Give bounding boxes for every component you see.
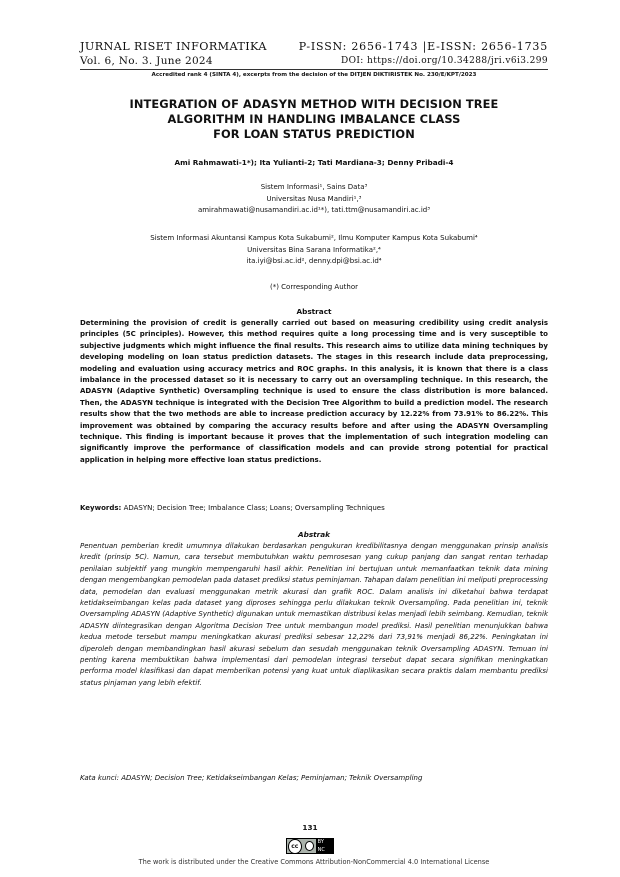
journal-header-left — [80, 40, 267, 68]
abstract-heading: Abstract — [296, 307, 332, 316]
license-type: BY NC — [316, 838, 333, 854]
page-number: 131 — [302, 823, 318, 832]
cc-icon: cc — [288, 839, 302, 854]
title-line: FOR LOAN STATUS PREDICTION — [213, 127, 415, 141]
author-list: Ami Rahmawati-1*); Ita Yulianti-2; Tati Mardiana-3; Denny Pribadi-4 — [174, 158, 454, 167]
keywords-label: Keywords: — [80, 504, 122, 512]
creative-commons-badge[interactable] — [286, 838, 334, 854]
accreditation-note: Accredited rank 4 (SINTA 4), excerpts from the decision of the DITJEN DIKTIRISTEK No. 230/E/KPT/2023 — [151, 72, 477, 78]
license-text: The work is distributed under the Creative Commons Attribution-NonCommercial 4.0 International License — [138, 858, 490, 866]
title-line: ALGORITHM IN HANDLING IMBALANCE CLASS — [167, 112, 461, 126]
affiliation-emails[interactable]: ita.iyi@bsi.ac.id², denny.dpi@bsi.ac.id⁴ — [246, 257, 382, 265]
affiliation-line: Sistem Informasi¹, Sains Data³ — [260, 183, 368, 191]
paper-title — [80, 97, 548, 142]
journal-volume: Vol. 6, No. 3. June 2024 — [80, 55, 213, 67]
corresponding-author-note: (*) Corresponding Author — [269, 283, 358, 291]
affiliation-block-1 — [80, 182, 548, 217]
affiliation-line: Universitas Bina Sarana Informatika²,⁴ — [247, 245, 381, 254]
kata-kunci-label: Kata kunci: — [80, 774, 119, 782]
keywords — [80, 503, 548, 513]
affiliation-line: Sistem Informasi Akuntansi Kampus Kota Sukabumi², Ilmu Komputer Kampus Kota Sukabumi⁴ — [150, 234, 478, 242]
header-divider — [80, 69, 548, 70]
affiliation-block-2 — [80, 233, 548, 268]
affiliation-line: Universitas Nusa Mandiri¹,³ — [266, 194, 362, 203]
journal-name: JURNAL RISET INFORMATIKA — [80, 40, 267, 53]
journal-issn: P-ISSN: 2656-1743 |E-ISSN: 2656-1735 — [298, 40, 548, 53]
attribution-icon — [305, 841, 314, 851]
kata-kunci — [80, 773, 548, 783]
title-line: INTEGRATION OF ADASYN METHOD WITH DECISION TREE — [129, 97, 499, 111]
abstrak-text: Penentuan pemberian kredit umumnya dilakukan berdasarkan pengukuran kredibilitasnya dengan menggunakan prinsip analisis kredit (prinsip 5C). Namun, cara tersebut membutuhkan waktu pemrosesan yang cukup panjang dan sangat rentan terhadap penilaian subjektif yang mungkin mempengaruhi hasil akhir. Penelitian ini bertujuan untuk memanfaatkan teknik data mining dengan mengembangkan pemodelan pada dataset prediksi status peminjaman. Tahapan dalam penelitian ini meliputi preprocessing data, pemodelan dan evaluasi menggunakan metrik akurasi dan grafik ROC. Dalam analisis ini diketahui bahwa terdapat ketidakseimbangan kelas pada dataset yang diproses sehingga perlu dilakukan teknik Oversampling. Pada penelitian ini, teknik Oversampling ADASYN (Adaptive Synthetic) digunakan untuk memastikan distribusi kelas menjadi lebih seimbang. Kemudian, teknik ADASYN diintegrasikan dengan Algoritma Decision Tree untuk membangun model prediksi. Hasil penelitian menunjukkan bahwa kedua metode tersebut mampu meningkatkan akurasi prediksi sebesar 12,22% dari 73,91% menjadi 86,22%. Peningkatan ini diperoleh dengan membandingkan hasil akurasi sebelum dan sesudah menggunakan teknik Oversampling ADASYN. Temuan ini penting karena membuktikan bahwa implementasi dari pemodelan integrasi tersebut dapat secara signifikan meningkatkan performa model klasifikasi dan dapat memberikan potensi yang kuat untuk diaplikasikan secara praktis dalam membantu prediksi status pinjaman yang lebih efektif. — [80, 542, 548, 687]
keywords-value: ADASYN; Decision Tree; Imbalance Class; Loans; Oversampling Techniques — [123, 504, 385, 512]
affiliation-emails[interactable]: amirahmawati@nusamandiri.ac.id¹*), tati.ttm@nusamandiri.ac.id³ — [197, 206, 431, 214]
journal-header-right — [299, 40, 548, 68]
abstract-text: Determining the provision of credit is generally carried out based on measuring credibility using credit analysis principles (5C principles). However, this method requires quite a long processing time and is very susceptible to subjective judgments which might influence the final results. This research aims to utilize data mining techniques by developing modeling on loan status prediction datasets. The stages in this research include data preprocessing, modeling and evaluation using accuracy metrics and ROC graphs. In this analysis, it is known that there is a class imbalance in the processed dataset so it is necessary to carry out an oversampling technique. In this research, the ADASYN (Adaptive Synthetic) Oversampling technique is used to ensure the class distribution is more balanced. Then, the ADASYN technique is integrated with the Decision Tree Algorithm to build a prediction model. The research results show that the two methods are able to increase prediction accuracy by 12.22% from 73.91% to 86.22%. This improvement was obtained by comparing the accuracy results before and after using the ADASYN Oversampling technique. This finding is important because it proves that the implementation of such integration modeling can significantly improve the performance of classification models and can provide strong potential for practical application in helping more effective loan status predictions. — [80, 319, 548, 464]
journal-doi[interactable]: DOI: https://doi.org/10.34288/jri.v6i3.299 — [340, 56, 548, 66]
abstrak-heading: Abstrak — [297, 530, 331, 539]
kata-kunci-value: ADASYN; Decision Tree; Ketidakseimbangan Kelas; Peminjaman; Teknik Oversampling — [121, 774, 423, 782]
